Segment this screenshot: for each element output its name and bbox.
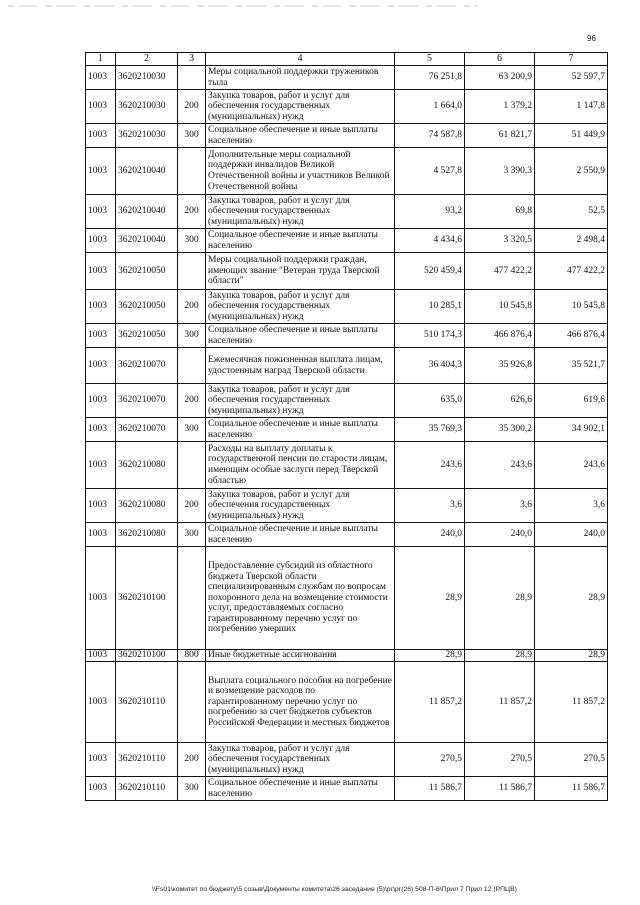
amount-col6-cell: 477 422,2 (465, 253, 535, 290)
amount-col5-cell: 520 459,4 (395, 253, 465, 290)
section-code-cell: 1003 (86, 348, 116, 384)
expense-type-cell (178, 348, 206, 384)
section-code-cell: 1003 (86, 384, 116, 418)
item-name-cell: Закупка товаров, работ и услуг для обеспечения государственных (муниципальных) нужд (206, 290, 395, 324)
section-code-cell: 1003 (86, 253, 116, 290)
amount-col5-cell: 36 404,3 (395, 348, 465, 384)
table-row (86, 253, 608, 290)
amount-col7-cell: 619,6 (535, 384, 608, 418)
amount-col7-cell: 28,9 (535, 547, 608, 650)
item-name-cell: Закупка товаров, работ и услуг для обеспечения государственных (муниципальных) нужд (206, 489, 395, 523)
amount-col5-cell: 35 769,3 (395, 418, 465, 442)
item-name-cell: Дополнительные меры социальной поддержки инвалидов Великой Отечественной войны и участников Великой Отечественной войны (206, 148, 395, 195)
target-article-cell: 3620210070 (116, 418, 178, 442)
target-article-cell: 3620210110 (116, 662, 178, 743)
expense-type-cell: 200 (178, 195, 206, 229)
expense-type-cell: 300 (178, 418, 206, 442)
amount-col7-cell: 270,5 (535, 743, 608, 777)
amount-col7-cell: 11 857,2 (535, 662, 608, 743)
amount-col5-cell: 510 174,3 (395, 324, 465, 348)
section-code-cell: 1003 (86, 195, 116, 229)
table-header-row (86, 53, 608, 66)
item-name-cell: Закупка товаров, работ и услуг для обеспечения государственных (муниципальных) нужд (206, 90, 395, 124)
amount-col6-cell: 270,5 (465, 743, 535, 777)
expense-type-cell: 300 (178, 777, 206, 801)
expense-type-cell (178, 662, 206, 743)
item-name-cell: Социальное обеспечение и иные выплаты населению (206, 229, 395, 253)
target-article-cell: 3620210040 (116, 148, 178, 195)
section-code-cell: 1003 (86, 90, 116, 124)
page-number: 96 (587, 34, 596, 43)
amount-col5-cell: 74 587,8 (395, 124, 465, 148)
item-name-cell: Закупка товаров, работ и услуг для обеспечения государственных (муниципальных) нужд (206, 384, 395, 418)
expense-type-cell (178, 442, 206, 489)
expense-type-cell: 200 (178, 290, 206, 324)
amount-col5-cell: 635,0 (395, 384, 465, 418)
expense-type-cell (178, 66, 206, 90)
table-row (86, 348, 608, 384)
section-code-cell: 1003 (86, 290, 116, 324)
expense-type-cell: 300 (178, 229, 206, 253)
amount-col5-cell: 3,6 (395, 489, 465, 523)
amount-col7-cell: 3,6 (535, 489, 608, 523)
amount-col7-cell: 466 876,4 (535, 324, 608, 348)
table-row (86, 442, 608, 489)
expense-type-cell (178, 547, 206, 650)
section-code-cell: 1003 (86, 148, 116, 195)
target-article-cell: 3620210100 (116, 547, 178, 650)
table-row (86, 489, 608, 523)
table-row (86, 547, 608, 650)
amount-col6-cell: 3 390,3 (465, 148, 535, 195)
amount-col7-cell: 10 545,8 (535, 290, 608, 324)
amount-col5-cell: 76 251,8 (395, 66, 465, 90)
amount-col7-cell: 240,0 (535, 523, 608, 547)
item-name-cell: Закупка товаров, работ и услуг для обеспечения государственных (муниципальных) нужд (206, 195, 395, 229)
target-article-cell: 3620210030 (116, 66, 178, 90)
amount-col7-cell: 2 550,9 (535, 148, 608, 195)
amount-col5-cell: 93,2 (395, 195, 465, 229)
table-row (86, 384, 608, 418)
table-row (86, 418, 608, 442)
amount-col6-cell: 35 300,2 (465, 418, 535, 442)
amount-col5-cell: 270,5 (395, 743, 465, 777)
amount-col6-cell: 466 876,4 (465, 324, 535, 348)
item-name-cell: Социальное обеспечение и иные выплаты населению (206, 418, 395, 442)
item-name-cell: Выплата социального пособия на погребение и возмещение расходов по гарантированному перечню услуг по погребению за счет бюджетов субъектов Российской Федерации и местных бюджетов (206, 662, 395, 743)
target-article-cell: 3620210050 (116, 290, 178, 324)
target-article-cell: 3620210110 (116, 777, 178, 801)
item-name-cell: Социальное обеспечение и иные выплаты населению (206, 124, 395, 148)
item-name-cell: Расходы на выплату доплаты к государственной пенсии по старости лицам, имеющим особые заслуги перед Тверской областью (206, 442, 395, 489)
amount-col5-cell: 28,9 (395, 650, 465, 662)
expense-type-cell (178, 148, 206, 195)
amount-col6-cell: 28,9 (465, 547, 535, 650)
target-article-cell: 3620210040 (116, 229, 178, 253)
section-code-cell: 1003 (86, 662, 116, 743)
table-row (86, 777, 608, 801)
item-name-cell: Закупка товаров, работ и услуг для обеспечения государственных (муниципальных) нужд (206, 743, 395, 777)
amount-col5-cell: 28,9 (395, 547, 465, 650)
target-article-cell: 3620210080 (116, 442, 178, 489)
amount-col6-cell: 61 821,7 (465, 124, 535, 148)
table-row (86, 523, 608, 547)
item-name-cell: Социальное обеспечение и иные выплаты населению (206, 523, 395, 547)
section-code-cell: 1003 (86, 650, 116, 662)
amount-col7-cell: 2 498,4 (535, 229, 608, 253)
target-article-cell: 3620210050 (116, 324, 178, 348)
item-name-cell: Социальное обеспечение и иные выплаты населению (206, 324, 395, 348)
target-article-cell: 3620210030 (116, 124, 178, 148)
section-code-cell: 1003 (86, 777, 116, 801)
expense-type-cell: 800 (178, 650, 206, 662)
amount-col7-cell: 477 422,2 (535, 253, 608, 290)
amount-col5-cell: 11 586,7 (395, 777, 465, 801)
amount-col5-cell: 243,6 (395, 442, 465, 489)
amount-col6-cell: 240,0 (465, 523, 535, 547)
section-code-cell: 1003 (86, 418, 116, 442)
amount-col6-cell: 35 926,8 (465, 348, 535, 384)
header-cell: 1 (86, 53, 116, 66)
amount-col7-cell: 243,6 (535, 442, 608, 489)
table-row (86, 124, 608, 148)
table-row (86, 148, 608, 195)
table-row (86, 66, 608, 90)
expense-type-cell: 200 (178, 743, 206, 777)
target-article-cell: 3620210050 (116, 253, 178, 290)
header-cell: 2 (116, 53, 178, 66)
item-name-cell: Иные бюджетные ассигнования (206, 650, 395, 662)
amount-col6-cell: 63 200,9 (465, 66, 535, 90)
section-code-cell: 1003 (86, 66, 116, 90)
expense-type-cell: 200 (178, 90, 206, 124)
item-name-cell: Меры социальной поддержки тружеников тыла (206, 66, 395, 90)
table-row (86, 229, 608, 253)
table-row (86, 195, 608, 229)
amount-col5-cell: 10 285,1 (395, 290, 465, 324)
table-row (86, 662, 608, 743)
target-article-cell: 3620210070 (116, 384, 178, 418)
amount-col6-cell: 3,6 (465, 489, 535, 523)
amount-col6-cell: 626,6 (465, 384, 535, 418)
table-row (86, 743, 608, 777)
amount-col5-cell: 11 857,2 (395, 662, 465, 743)
amount-col5-cell: 1 664,0 (395, 90, 465, 124)
table-row (86, 290, 608, 324)
amount-col6-cell: 10 545,8 (465, 290, 535, 324)
item-name-cell: Ежемесячная пожизненная выплата лицам, удостоенным наград Тверской области (206, 348, 395, 384)
amount-col6-cell: 11 586,7 (465, 777, 535, 801)
scan-header-noise (8, 5, 478, 7)
amount-col7-cell: 52 597,7 (535, 66, 608, 90)
header-cell: 7 (535, 53, 608, 66)
table-row (86, 650, 608, 662)
amount-col6-cell: 1 379,2 (465, 90, 535, 124)
target-article-cell: 3620210110 (116, 743, 178, 777)
amount-col7-cell: 28,9 (535, 650, 608, 662)
section-code-cell: 1003 (86, 229, 116, 253)
amount-col7-cell: 11 586,7 (535, 777, 608, 801)
section-code-cell: 1003 (86, 523, 116, 547)
target-article-cell: 3620210030 (116, 90, 178, 124)
expense-type-cell: 300 (178, 324, 206, 348)
amount-col5-cell: 4 434,6 (395, 229, 465, 253)
item-name-cell: Предоставление субсидий из областного бюджета Тверской области специализированным службам по вопросам похоронного дела на возмещение стоимости услуг, предоставляемых согласно гарантированному перечню услуг по погребению умерших (206, 547, 395, 650)
amount-col6-cell: 3 320,5 (465, 229, 535, 253)
target-article-cell: 3620210070 (116, 348, 178, 384)
section-code-cell: 1003 (86, 442, 116, 489)
amount-col5-cell: 240,0 (395, 523, 465, 547)
table-row (86, 324, 608, 348)
item-name-cell: Социальное обеспечение и иные выплаты населению (206, 777, 395, 801)
expense-type-cell: 200 (178, 384, 206, 418)
header-cell: 6 (465, 53, 535, 66)
amount-col7-cell: 35 521,7 (535, 348, 608, 384)
amount-col7-cell: 52,5 (535, 195, 608, 229)
file-path-footer: \\Fs01\комитет по бюджету\5 созыв\Документы комитета\26 заседание (5)\рг\рг(26) 508-П-6\Прил 7 Прил 12 (РПЦВ) (152, 886, 517, 893)
amount-col6-cell: 69,8 (465, 195, 535, 229)
amount-col6-cell: 28,9 (465, 650, 535, 662)
amount-col6-cell: 243,6 (465, 442, 535, 489)
amount-col7-cell: 51 449,9 (535, 124, 608, 148)
expense-type-cell: 200 (178, 489, 206, 523)
section-code-cell: 1003 (86, 489, 116, 523)
budget-table (85, 52, 608, 801)
target-article-cell: 3620210100 (116, 650, 178, 662)
target-article-cell: 3620210080 (116, 523, 178, 547)
header-cell: 3 (178, 53, 206, 66)
target-article-cell: 3620210080 (116, 489, 178, 523)
section-code-cell: 1003 (86, 743, 116, 777)
expense-type-cell: 300 (178, 124, 206, 148)
header-cell: 5 (395, 53, 465, 66)
section-code-cell: 1003 (86, 124, 116, 148)
item-name-cell: Меры социальной поддержки граждан, имеющих звание "Ветеран труда Тверской области" (206, 253, 395, 290)
amount-col7-cell: 34 902,1 (535, 418, 608, 442)
expense-type-cell: 300 (178, 523, 206, 547)
expense-type-cell (178, 253, 206, 290)
header-cell: 4 (206, 53, 395, 66)
table-row (86, 90, 608, 124)
target-article-cell: 3620210040 (116, 195, 178, 229)
amount-col5-cell: 4 527,8 (395, 148, 465, 195)
amount-col7-cell: 1 147,8 (535, 90, 608, 124)
section-code-cell: 1003 (86, 324, 116, 348)
section-code-cell: 1003 (86, 547, 116, 650)
amount-col6-cell: 11 857,2 (465, 662, 535, 743)
